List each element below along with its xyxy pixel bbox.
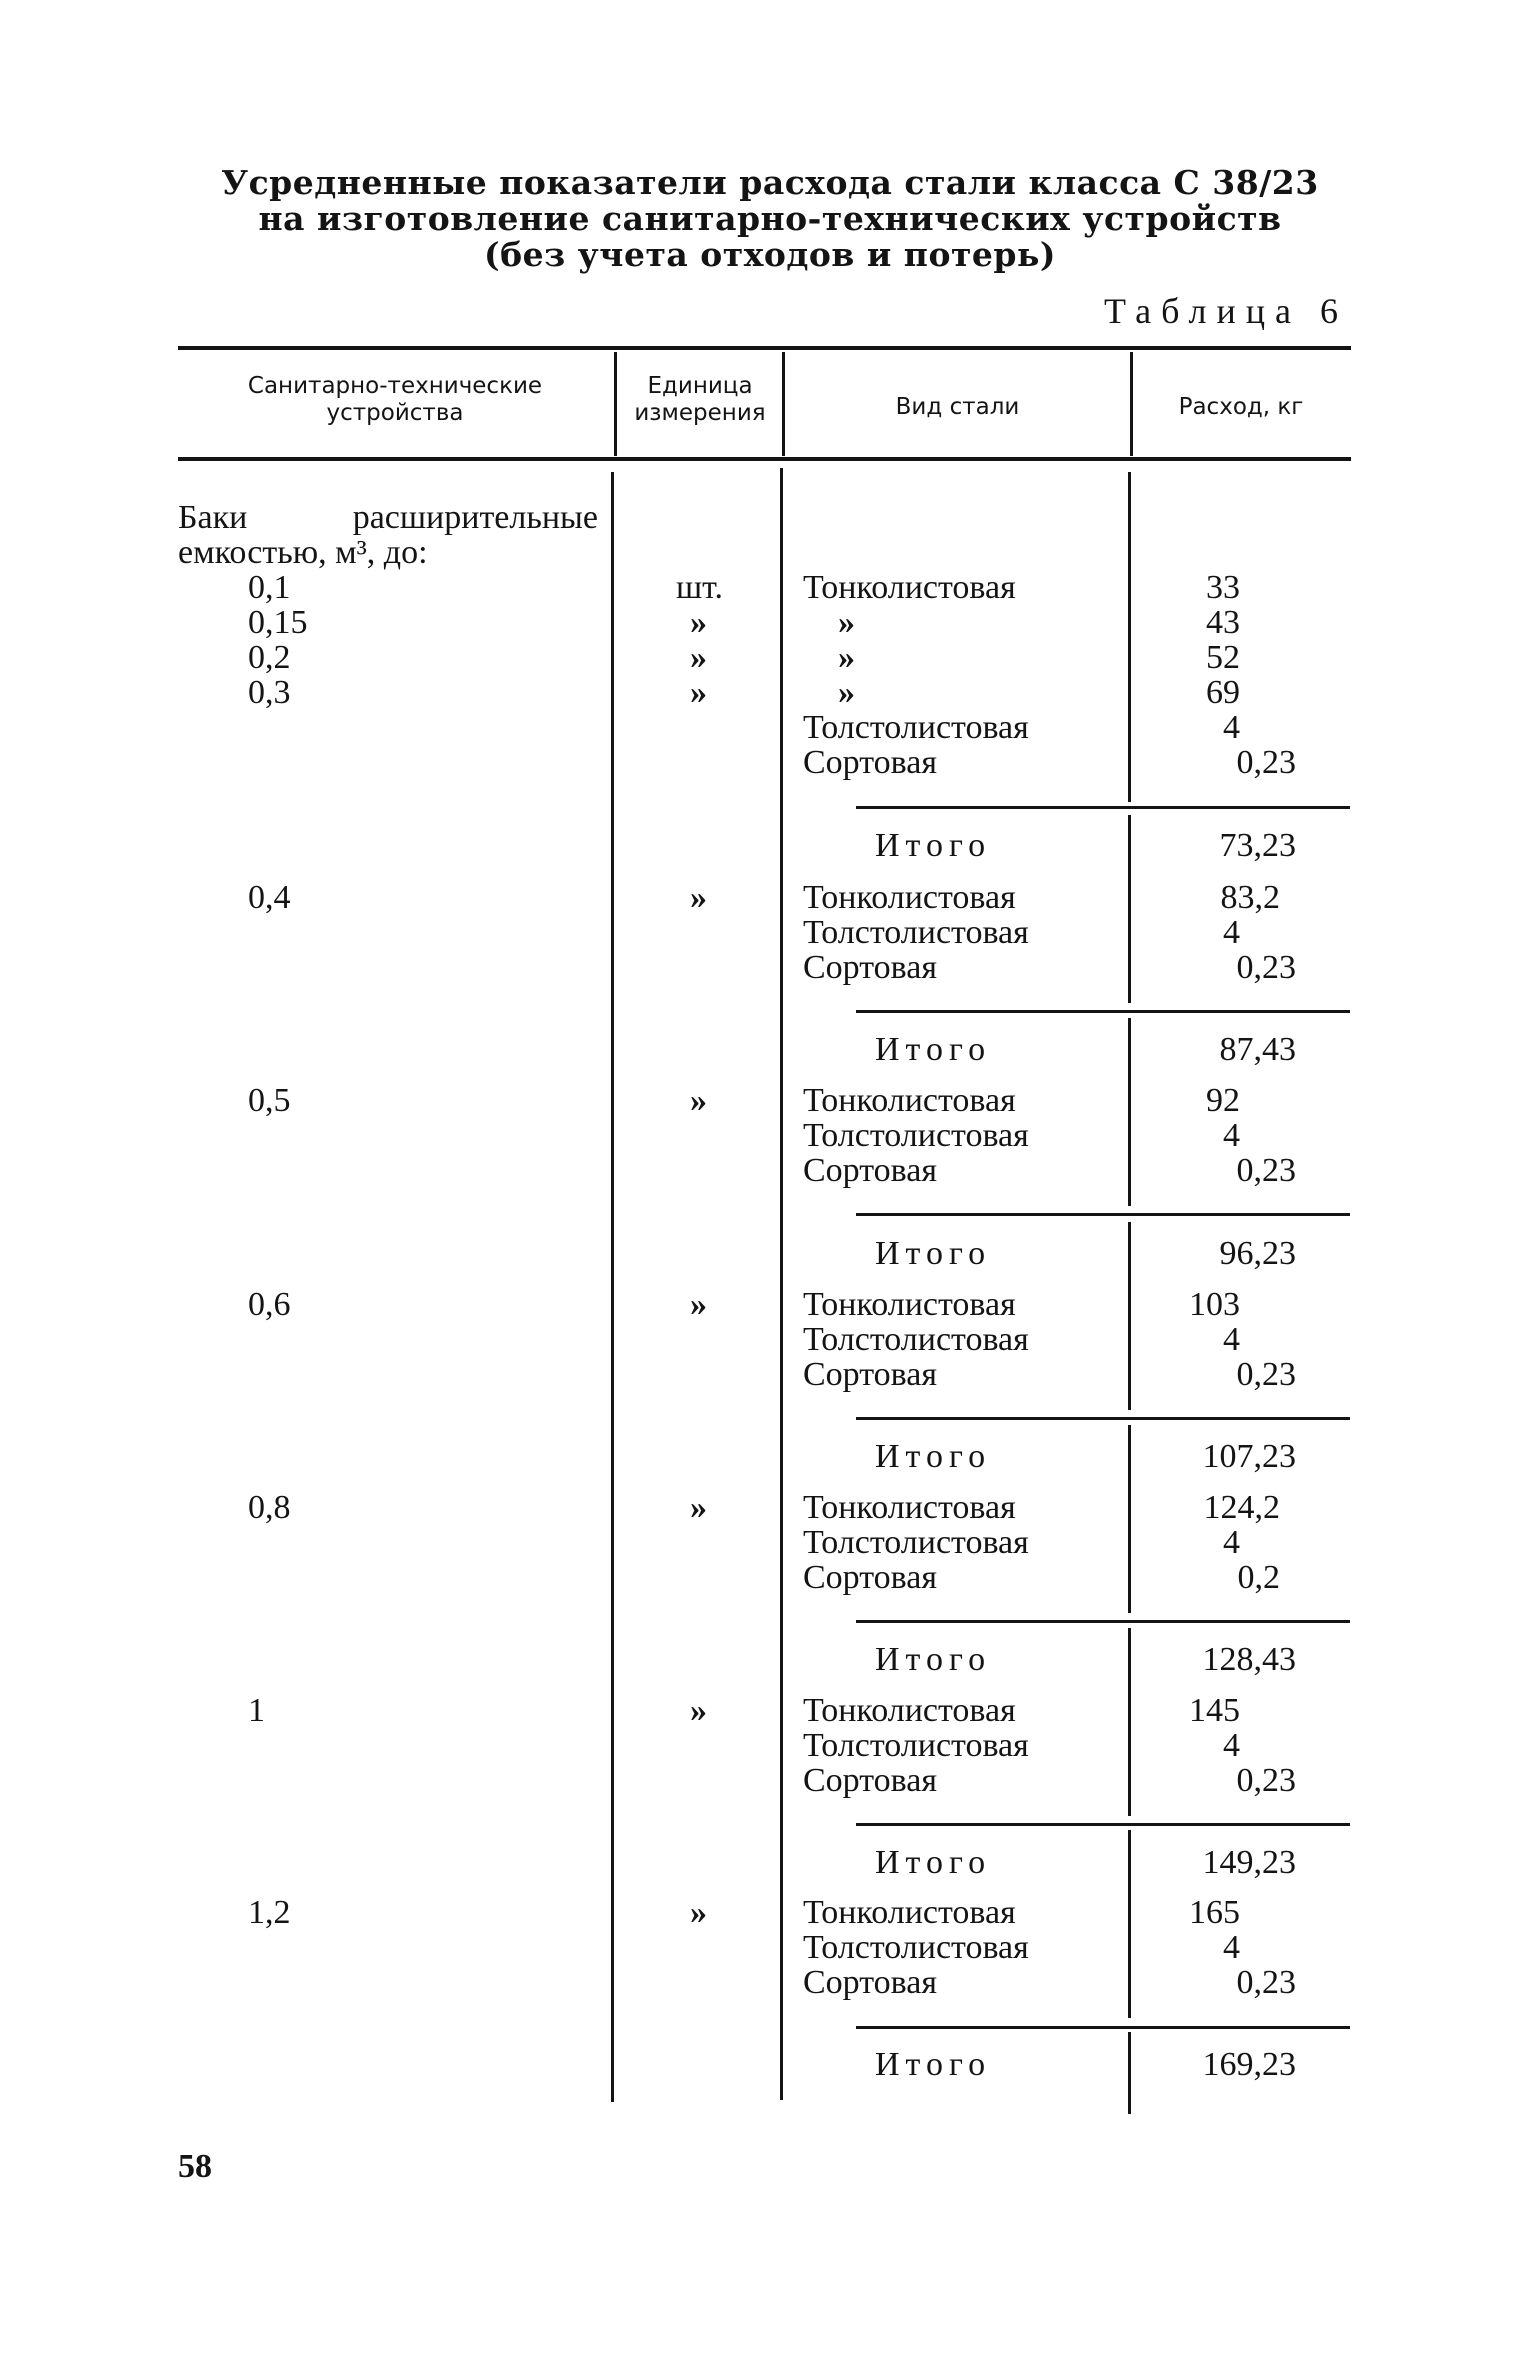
usage-value: 43 [1206,604,1240,641]
usage-value: 4 [1223,1321,1240,1358]
usage-value: 0,23 [1236,1762,1296,1799]
usage-value: 0,23 [1236,1152,1296,1189]
header-divider-2 [782,352,785,456]
steel-type-cell: Сортовая [803,1559,937,1596]
capacity-cell: 0,1 [248,569,291,606]
unit-ditto-mark: » [690,604,707,641]
unit-ditto-mark: » [690,1489,707,1526]
usage-value: 0,23 [1236,744,1296,781]
usage-value: 83,2 [1220,879,1280,916]
usage-divider-seg [1128,2032,1131,2114]
usage-value: 0,23 [1236,1356,1296,1393]
steel-type-cell: Тонколистовая [803,569,1016,606]
unit-cell: шт. [676,569,723,606]
total-value: 169,23 [1202,2046,1296,2083]
steel-type-cell: Тонколистовая [803,1286,1016,1323]
usage-value: 69 [1206,674,1240,711]
header-usage: Расход, кг [1178,394,1304,420]
usage-value: 0,2 [1237,1559,1280,1596]
usage-divider-seg [1128,1018,1131,1206]
usage-divider-seg [1128,1830,1131,2018]
total-label: Итого [875,827,992,864]
usage-divider-seg [1128,1222,1131,1410]
steel-ditto-mark: » [838,674,855,711]
steel-ditto-mark: » [838,604,855,641]
total-label: Итого [875,1031,992,1068]
document-title [180,165,1360,273]
page-number: 58 [178,2148,212,2185]
steel-type-cell: Толстолистовая [803,1321,1029,1358]
steel-type-cell: Тонколистовая [803,1489,1016,1526]
capacity-cell: 0,4 [248,879,291,916]
total-value: 87,43 [1219,1031,1296,1068]
table-label: Таблица 6 [1104,291,1348,331]
total-rule [856,1620,1350,1623]
steel-type-cell: Толстолистовая [803,709,1029,746]
header-divider-3 [1130,352,1133,456]
usage-divider-seg [1128,1628,1131,1816]
total-rule [856,1213,1350,1216]
unit-ditto-mark: » [690,1692,707,1729]
total-value: 128,43 [1202,1641,1296,1678]
total-rule [856,1010,1350,1013]
header-steel: Вид стали [895,394,1020,420]
capacity-cell: 1 [248,1692,265,1729]
total-value: 149,23 [1202,1844,1296,1881]
steel-type-cell: Сортовая [803,1964,937,2001]
body-divider-1 [611,472,614,2102]
total-value: 96,23 [1219,1235,1296,1272]
usage-value: 4 [1223,709,1240,746]
usage-divider-seg [1128,472,1131,802]
header-device: Санитарно-технические устройства [247,373,543,426]
capacity-cell: 0,8 [248,1489,291,1526]
total-label: Итого [875,1235,992,1272]
total-value: 73,23 [1219,827,1296,864]
title-line-2: на изготовление санитарно-технических устройств [258,199,1282,238]
usage-value: 165 [1189,1894,1240,1931]
unit-ditto-mark: » [690,674,707,711]
usage-value: 92 [1206,1082,1240,1119]
capacity-cell: 0,6 [248,1286,291,1323]
total-label: Итого [875,1641,992,1678]
usage-value: 145 [1189,1692,1240,1729]
capacity-cell: 0,2 [248,639,291,676]
title-line-1: Усредненные показатели расхода стали класса С 38/23 [221,163,1319,202]
steel-ditto-mark: » [838,639,855,676]
header-bottom-rule [178,457,1351,461]
steel-type-cell: Толстолистовая [803,1524,1029,1561]
total-label: Итого [875,1438,992,1475]
total-rule [856,1823,1350,1826]
title-line-3: (без учета отходов и потерь) [484,235,1056,274]
usage-value: 0,23 [1236,949,1296,986]
steel-type-cell: Сортовая [803,949,937,986]
capacity-cell: 0,3 [248,674,291,711]
steel-type-cell: Тонколистовая [803,1894,1016,1931]
table-top-rule [178,346,1351,350]
usage-value: 52 [1206,639,1240,676]
steel-type-cell: Толстолистовая [803,1727,1029,1764]
steel-type-cell: Тонколистовая [803,879,1016,916]
unit-ditto-mark: » [690,1286,707,1323]
usage-value: 0,23 [1236,1964,1296,2001]
header-divider-1 [614,352,617,456]
steel-type-cell: Сортовая [803,1152,937,1189]
steel-type-cell: Сортовая [803,1762,937,1799]
unit-ditto-mark: » [690,879,707,916]
steel-type-cell: Сортовая [803,1356,937,1393]
header-unit: Единица измерения [634,373,766,426]
steel-type-cell: Толстолистовая [803,1929,1029,1966]
usage-divider-seg [1128,815,1131,1003]
usage-value: 33 [1206,569,1240,606]
group-title-line-2: емкостью, м³, до: [178,534,428,571]
capacity-cell: 1,2 [248,1894,291,1931]
usage-value: 4 [1223,914,1240,951]
total-label: Итого [875,1844,992,1881]
total-rule [856,2026,1350,2029]
total-rule [856,806,1350,809]
usage-value: 4 [1223,1727,1240,1764]
usage-value: 124,2 [1203,1489,1280,1526]
usage-value: 4 [1223,1524,1240,1561]
steel-type-cell: Сортовая [803,744,937,781]
usage-divider-seg [1128,1425,1131,1613]
steel-type-cell: Толстолистовая [803,914,1029,951]
group-title-line-1: Баки расширительные [178,499,598,536]
total-rule [856,1417,1350,1420]
unit-ditto-mark: » [690,639,707,676]
body-divider-2 [780,468,783,2100]
capacity-cell: 0,15 [248,604,308,641]
unit-ditto-mark: » [690,1082,707,1119]
steel-type-cell: Толстолистовая [803,1117,1029,1154]
usage-value: 103 [1189,1286,1240,1323]
unit-ditto-mark: » [690,1894,707,1931]
steel-type-cell: Тонколистовая [803,1082,1016,1119]
total-value: 107,23 [1202,1438,1296,1475]
capacity-cell: 0,5 [248,1082,291,1119]
usage-value: 4 [1223,1117,1240,1154]
steel-type-cell: Тонколистовая [803,1692,1016,1729]
usage-value: 4 [1223,1929,1240,1966]
total-label: Итого [875,2046,992,2083]
